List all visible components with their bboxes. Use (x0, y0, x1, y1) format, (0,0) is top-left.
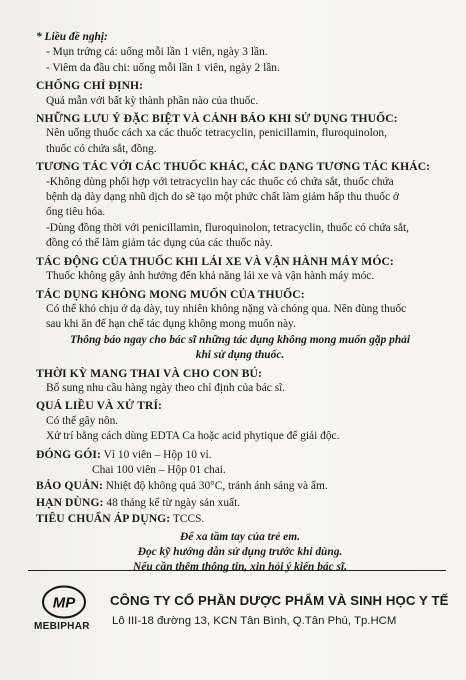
storage-label: BẢO QUẢN: (36, 479, 103, 493)
warnings-line: Nên uống thuốc cách xa các thuốc tetracyclin, penicillamin, fluroquinolon, (46, 127, 387, 140)
leaflet-content (36, 30, 444, 576)
overdose-line: Có thể gây nôn. (46, 414, 119, 427)
side-effects-notice: khi sử dụng thuốc. (195, 349, 285, 362)
manufacturer-footer (28, 570, 449, 651)
expiry-text: 48 tháng kể từ ngày sản xuất. (106, 496, 241, 509)
side-effects-notice: Thông báo ngay cho bác sĩ những tác dụng không mong muốn gặp phải (69, 333, 411, 346)
interactions-line: -Không dùng phối hợp với tetracyclin hay các thuốc có chứa sắt, thuốc chứa (46, 175, 394, 188)
contraindications-heading: CHỐNG CHỈ ĐỊNH: (36, 79, 144, 93)
standard-label: TIÊU CHUẨN ÁP DỤNG: (36, 512, 171, 526)
packaging-label: ĐÓNG GÓI: (36, 447, 101, 461)
storage-row (36, 478, 444, 494)
overdose-line: Xử trí bằng cách dùng EDTA Ca hoặc acid phytique để giải độc. (46, 430, 340, 443)
overdose-heading: QUÁ LIỀU VÀ XỬ TRÍ: (36, 399, 163, 413)
expiry-row (36, 495, 444, 511)
standard-row (36, 511, 444, 527)
interactions-line: -Dùng đồng thời với penicillamin, fluroquinolon, tetracyclin, thuốc có chứa sắt, (46, 221, 410, 234)
dosage-heading: * Liều đề nghị: (36, 31, 108, 43)
pregnancy-text: Bổ sung nhu cầu hàng ngày theo chỉ định của bác sĩ. (46, 381, 286, 394)
packaging-line2: Chai 100 viên – Hộp 01 chai. (92, 463, 226, 476)
side-effects-heading: TÁC DỤNG KHÔNG MONG MUỐN CỦA THUỐC: (36, 287, 305, 301)
advice-line: Đọc kỹ hướng dẫn sử dụng trước khi dùng. (137, 546, 343, 558)
packaging-line1: Vỉ 10 viên – Hộp 10 vỉ. (103, 448, 212, 461)
storage-text: Nhiệt độ không quá 30°C, tránh ánh sáng và ẩm. (105, 480, 328, 493)
warnings-line: thuốc có chứa sắt, đồng. (46, 142, 157, 155)
driving-text: Thuốc không gây ảnh hưởng đến khả năng lái xe và vận hành máy móc. (46, 270, 375, 283)
advice-line: Nếu cần thêm thông tin, xin hỏi ý kiến bác sĩ. (133, 561, 347, 574)
company-name: CÔNG TY CỔ PHẦN DƯỢC PHẨM VÀ SINH HỌC Y TẾ (110, 593, 449, 608)
side-effects-line: Có thể khó chịu ở dạ dày, tuy nhiên không nặng và chóng qua. Nên dùng thuốc (46, 302, 407, 315)
interactions-line: bệnh dạ dày dạng nhũ dịch do sẽ tạo một phức chất làm giảm hấp thu thuốc ở (46, 191, 399, 204)
standard-text: TCCS. (172, 513, 205, 526)
mebiphar-logo-icon (42, 585, 86, 619)
dosage-item-scalp: - Viêm da đầu chi: uống mỗi lần 1 viên, ngày 2 lần. (46, 61, 280, 74)
expiry-label: HẠN DÙNG: (36, 495, 104, 509)
interactions-line: ống tiêu hóa. (46, 206, 106, 219)
warnings-heading: NHỮNG LƯU Ý ĐẶC BIỆT VÀ CẢNH BÁO KHI SỬ DỤNG THUỐC: (36, 112, 398, 126)
logo-mark: MP (52, 594, 76, 612)
side-effects-line: sau khi ăn để hạn chế tác dụng không mong muốn này. (46, 318, 296, 331)
pregnancy-heading: THỜI KỲ MANG THAI VÀ CHO CON BÚ: (36, 366, 262, 380)
advice-line: Để xa tầm tay của trẻ em. (180, 530, 300, 543)
logo-name: MEBIPHAR (34, 621, 90, 632)
company-address: Lô III-18 đường 13, KCN Tân Bình, Q.Tân Phú, Tp.HCM (112, 615, 397, 627)
driving-heading: TÁC ĐỘNG CỦA THUỐC KHI LÁI XE VÀ VẬN HÀNH MÁY MÓC: (36, 254, 394, 268)
interactions-heading: TƯƠNG TÁC VỚI CÁC THUỐC KHÁC, CÁC DẠNG TƯƠNG TÁC KHÁC: (36, 160, 431, 174)
packaging-row (36, 447, 444, 463)
interactions-line: đồng có thể làm giảm tác dụng của các thuốc này. (46, 237, 273, 250)
contraindications-text: Quá mẫn với bất kỳ thành phần nào của thuốc. (46, 94, 259, 107)
dosage-item-acne: - Mụn trứng cá: uống mỗi lần 1 viên, ngày 3 lần. (46, 46, 268, 59)
